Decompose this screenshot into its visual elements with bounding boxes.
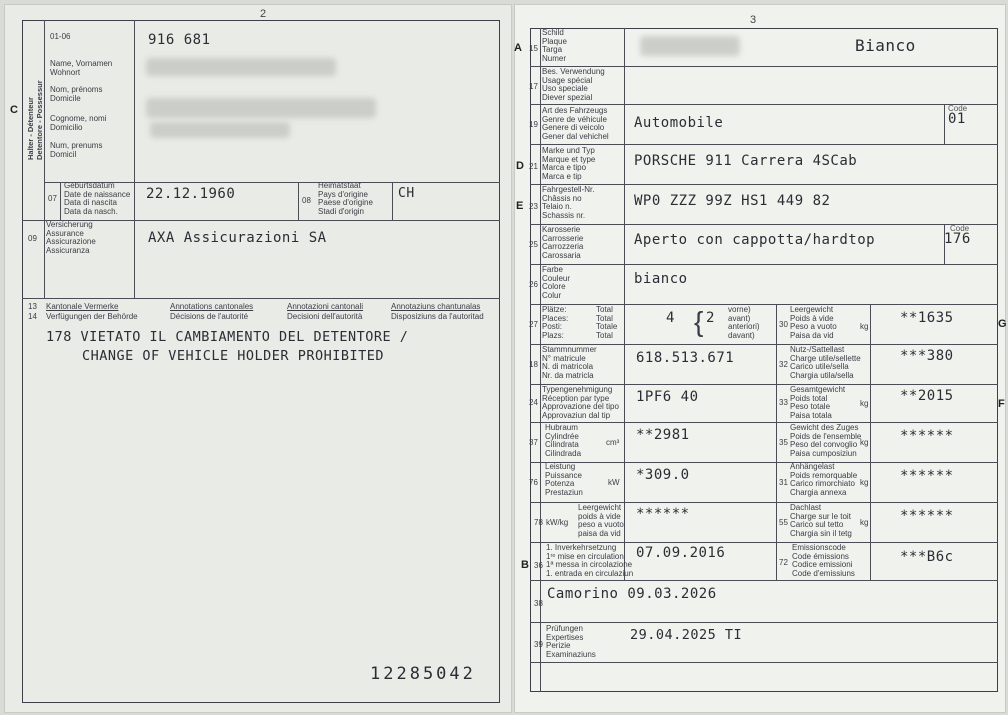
label-inspections: Prüfungen Expertises Perizie Examinaziuns [546, 624, 596, 659]
unit-55: kg [860, 518, 869, 527]
redacted-plate [640, 36, 740, 56]
label-first-registration: 1. Inverkehrsetzung 1ʳᵉ mise en circulation 1ª messa in circolazione 1. entrada en circulaziun [546, 543, 634, 578]
type-approval-value: 1PF6 40 [636, 389, 699, 405]
power-weight-value: ****** [636, 506, 690, 522]
divider-23 [530, 184, 998, 185]
header-kantonale: Kantonale Vermerke [46, 302, 119, 311]
label-home-country: Heimatstaat Pays d'origine Paese d'origine Stadi d'origin [318, 181, 373, 216]
holder-vertical-label: Halter - Détenteur [26, 97, 35, 160]
divider-18 [530, 344, 998, 345]
seats-front-value: 2 [706, 310, 715, 326]
field-35-num: 35 [779, 438, 788, 447]
vehicle-type-value: Automobile [634, 115, 724, 131]
unit-76: kW [608, 478, 620, 487]
margin-letter-a: A [514, 42, 522, 54]
left-page-number: 2 [260, 8, 267, 20]
field-08-num: 08 [302, 196, 311, 205]
displacement-value: **2981 [636, 427, 690, 443]
label-name: Name, Vornamen Wohnort [50, 59, 113, 77]
label-power-weight: Leergewicht poids à vide peso a vuoto paisa da vid [578, 503, 624, 538]
divider-37 [530, 422, 998, 423]
make-model-value: PORSCHE 911 Carrera 4SCab [634, 153, 858, 169]
field-37-num: 37 [529, 438, 538, 447]
label-train-weight: Gewicht des Zuges Poids de l'ensemble Peso del convoglio Paisa cumposiziun [790, 423, 862, 458]
label-seats: Plätze: Places: Posti: Plazs: [542, 305, 569, 340]
unit-30: kg [860, 322, 869, 331]
label-emission-code: Emissionscode Code émissions Codice emissioni Code d'emissiuns [792, 543, 855, 578]
label-roof-load: Dachlast Charge sur le toit Carico sul tetto Chargia sin il tetg [790, 503, 852, 538]
field-31-num: 31 [779, 478, 788, 487]
matricule-value: 618.513.671 [636, 350, 735, 366]
label-body: Karosserie Carrosserie Carrozzeria Carossaria [542, 225, 584, 260]
line-08b [392, 182, 393, 220]
divider-76 [530, 462, 998, 463]
line-08a [298, 182, 299, 220]
divider-bottom [530, 662, 998, 663]
field-72-num: 72 [779, 558, 788, 567]
margin-letter-e: E [516, 200, 524, 212]
redacted-city [150, 122, 290, 138]
label-payload: Nutz-/Sattellast Charge utile/sellette Carico utile/sella Chargia utila/sella [790, 345, 861, 380]
field-36-num: 36 [534, 561, 543, 570]
holder-id-value: 916 681 [148, 32, 211, 48]
field-01-06-num: 01-06 [50, 32, 71, 41]
unit-37: cm³ [606, 438, 620, 447]
label-birthdate: Geburtsdatum Date de naissance Data di nascita Data da nasch. [64, 181, 131, 216]
field-25-num: 25 [529, 240, 538, 249]
code-col-19 [944, 104, 945, 144]
margin-letter-b: B [521, 559, 529, 571]
inspection-value: 29.04.2025 TI [630, 627, 743, 643]
towable-value: ****** [900, 468, 954, 484]
divider-38 [530, 580, 998, 581]
field-32-num: 32 [779, 360, 788, 369]
divider-25 [530, 224, 998, 225]
emission-code-value: ***B6c [900, 549, 954, 565]
line-07a [60, 182, 61, 220]
margin-letter-c: C [10, 104, 18, 116]
home-country-value: CH [398, 186, 415, 201]
header-annotazioni: Annotazioni cantonali [287, 302, 364, 311]
label-power: Leistung Puissance Potenza Prestaziun [545, 462, 583, 497]
label-towable: Anhängelast Poids remorquable Carico rimorchiato Chargia annexa [790, 462, 858, 497]
unit-31: kg [860, 478, 869, 487]
unit-35: kg [860, 438, 869, 447]
field-21-num: 21 [529, 162, 538, 171]
total-weight-value: **2015 [900, 388, 954, 404]
divider-26 [530, 264, 998, 265]
field-33-num: 33 [779, 398, 788, 407]
line-07b [134, 182, 135, 220]
label-vehicle-type: Art des Fahrzeugs Genre de véhicule Genere di veicolo Gener dal vehichel [542, 106, 609, 141]
vehicle-type-code: 01 [948, 111, 966, 127]
holder-vertical-label-2: Detentore - Possessur [35, 80, 44, 160]
redacted-name [146, 58, 336, 76]
label-type-approval: Typengenehmigung Réception par type Approvazione del tipo Approvaziun dal tip [542, 385, 619, 420]
header-decisioni: Decisioni dell'autorità [287, 312, 363, 321]
field-15-num: 15 [529, 44, 538, 53]
right-page-number: 3 [750, 14, 757, 26]
redacted-address [146, 98, 376, 118]
insurance-value: AXA Assicurazioni SA [148, 230, 327, 246]
document-serial: 12285042 [370, 664, 476, 684]
divider-21 [530, 144, 998, 145]
unit-33: kg [860, 399, 869, 408]
label-color: Farbe Couleur Colore Colur [542, 265, 571, 300]
issue-place-date-value: Camorino 09.03.2026 [547, 586, 717, 602]
header-annotations: Annotations cantonales [170, 302, 254, 311]
pair-split-line [776, 304, 777, 580]
unit-78: kW/kg [546, 518, 569, 527]
pair-value-line [870, 304, 871, 580]
field-13-num: 13 [28, 302, 37, 311]
label-insurance: Versicherung Assurance Assicurazione Assicuranza [46, 220, 96, 255]
label-seats-front: vorne) avant) anteriori) davant) [728, 305, 760, 340]
field-14-num: 14 [28, 312, 37, 321]
seats-total-value: 4 [666, 310, 675, 326]
header-annotaziuns: Annotaziuns chantunalas [391, 302, 481, 311]
label-displacement: Hubraum Cylindrée Cilindrata Cilindrada [545, 423, 582, 458]
payload-value: ***380 [900, 348, 954, 364]
field-55-num: 55 [779, 518, 788, 527]
field-07-num: 07 [48, 194, 57, 203]
divider-39 [530, 622, 998, 623]
margin-letter-f: F [998, 398, 1005, 410]
field-19-num: 19 [529, 120, 538, 129]
label-matricule: Stammnummer N° matricule N. di matricola Nr. da matricla [542, 345, 597, 380]
margin-letter-g: G [998, 318, 1007, 330]
train-weight-value: ****** [900, 428, 954, 444]
left-label-col-line [134, 20, 135, 182]
header-verfuegungen: Verfügungen der Behörde [46, 312, 138, 321]
field-76-num: 76 [529, 478, 538, 487]
chassis-value: WP0 ZZZ 99Z HS1 449 82 [634, 193, 831, 209]
code-19-label: Code [948, 104, 968, 113]
header-decisions: Décisions de l'autorité [170, 312, 249, 321]
power-value: *309.0 [636, 467, 690, 483]
label-cognome: Cognome, nomi Domicilio [50, 114, 107, 132]
field-17-num: 17 [529, 82, 538, 91]
field-39-num: 39 [534, 640, 543, 649]
field-26-num: 26 [529, 280, 538, 289]
annotation-line-1: 178 VIETATO IL CAMBIAMENTO DEL DETENTORE / [46, 329, 409, 345]
empty-weight-value: **1635 [900, 310, 954, 326]
left-num-col-line [44, 20, 45, 298]
first-registration-value: 07.09.2016 [636, 545, 726, 561]
field-27-num: 27 [529, 320, 538, 329]
field-30-num: 30 [779, 320, 788, 329]
roof-load-value: ****** [900, 508, 954, 524]
line-09 [134, 220, 135, 298]
label-plate: Schild Plaque Targa Numer [542, 28, 567, 63]
label-make-model: Marke und Typ Marque et type Marca e tipo Marca e tip [542, 146, 596, 181]
label-empty-weight: Leergewicht Poids à vide Peso a vuoto Paisa da vid [790, 305, 837, 340]
field-78-num: 78 [534, 518, 543, 527]
divider-13 [22, 298, 500, 299]
label-chassis: Fahrgestell-Nr. Châssis no Telaio n. Schassis nr. [542, 185, 595, 220]
margin-letter-d: D [516, 160, 524, 172]
field-09-num: 09 [28, 234, 37, 243]
seats-brace: { [694, 306, 704, 337]
field-24-num: 24 [529, 398, 538, 407]
body-code: 176 [944, 231, 971, 247]
field-38-num: 38 [534, 599, 543, 608]
header-disposiziuns: Disposiziuns da l'autoritad [391, 312, 484, 321]
color-value: bianco [634, 271, 688, 287]
field-18-num: 18 [529, 360, 538, 369]
plate-color-value: Bianco [855, 36, 916, 55]
label-num: Num, prenums Domicil [50, 141, 103, 159]
divider-19 [530, 104, 998, 105]
label-total-weight: Gesamtgewicht Poids total Peso totale Paisa totala [790, 385, 846, 420]
right-num-col-line [540, 28, 541, 692]
annotation-line-2: CHANGE OF VEHICLE HOLDER PROHIBITED [82, 348, 384, 364]
label-special-use: Bes. Verwendung Usage spécial Uso speciale Diever spezial [542, 67, 605, 102]
label-seats-total: Total Total Totale Total [596, 305, 618, 340]
birthdate-value: 22.12.1960 [146, 186, 236, 202]
body-value: Aperto con cappotta/hardtop [634, 232, 876, 248]
field-23-num: 23 [529, 202, 538, 211]
code-25-label: Code [950, 224, 970, 233]
label-nom: Nom, prénoms Domicile [50, 85, 103, 103]
